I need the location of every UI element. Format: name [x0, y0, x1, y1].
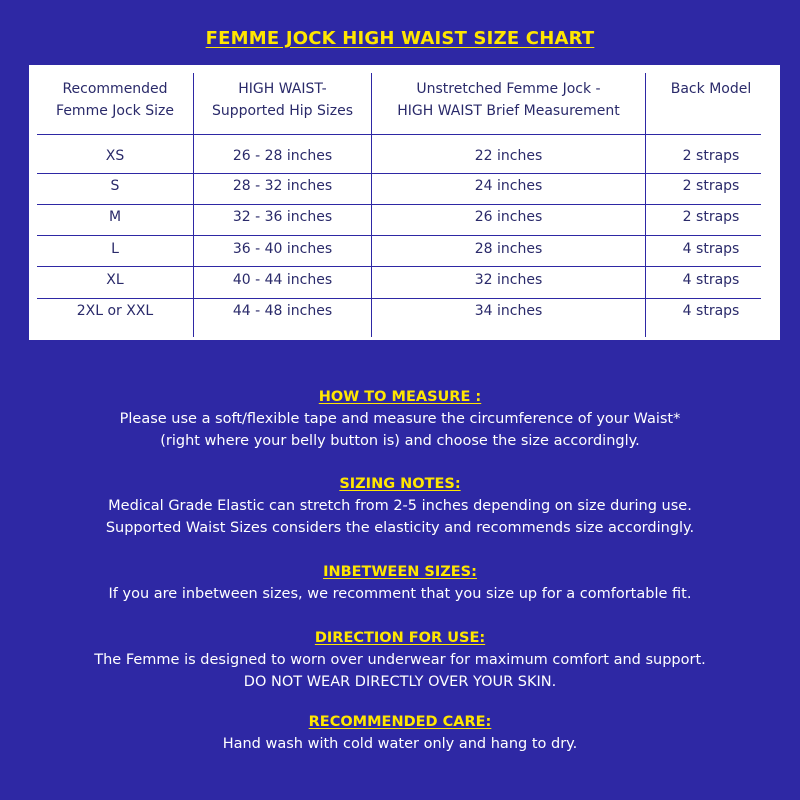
section-text: Supported Waist Sizes considers the elasticity and recommends size accordingly. [105, 520, 695, 536]
table-rule [37, 173, 761, 174]
section-recommended-care [0, 711, 800, 755]
section-text: The Femme is designed to worn over underwear for maximum comfort and support. [94, 652, 706, 668]
cell-size: XS [105, 148, 125, 164]
cell-back-model: 4 straps [682, 303, 740, 319]
cell-hip: 28 - 32 inches [232, 178, 333, 194]
header-hip-line2: Supported Hip Sizes [211, 103, 354, 119]
cell-back-model: 2 straps [682, 209, 740, 225]
header-size [37, 75, 193, 125]
cell-back-model: 4 straps [682, 241, 740, 257]
section-heading: DIRECTION FOR USE: [314, 630, 486, 646]
cell-measurement: 28 inches [474, 241, 543, 257]
cell-back-model: 2 straps [682, 178, 740, 194]
header-hip [194, 75, 371, 125]
table-rule [37, 298, 761, 299]
header-size-line2: Femme Jock Size [56, 103, 174, 119]
table-rule [37, 266, 761, 267]
table-rule [37, 235, 761, 236]
section-text: If you are inbetween sizes, we recomment that you size up for a comfortable fit. [108, 586, 692, 602]
cell-hip: 40 - 44 inches [232, 272, 333, 288]
cell-measurement: 32 inches [474, 272, 543, 288]
cell-back-model: 2 straps [682, 148, 740, 164]
cell-size: 2XL or XXL [76, 303, 154, 319]
section-heading: SIZING NOTES: [339, 476, 461, 492]
size-chart-table [29, 65, 780, 340]
section-text: Please use a soft/flexible tape and measure the circumference of your Waist* [119, 411, 681, 427]
header-back-model [646, 75, 776, 103]
header-measurement-line2: HIGH WAIST Brief Measurement [397, 103, 620, 119]
section-sizing-notes [0, 473, 800, 539]
cell-size: L [111, 241, 119, 257]
page-title [0, 28, 800, 49]
page-title-text: FEMME JOCK HIGH WAIST SIZE CHART [205, 28, 595, 49]
header-back-model-label: Back Model [670, 81, 752, 97]
cell-size: XL [106, 272, 124, 288]
section-text: Hand wash with cold water only and hang to dry. [222, 736, 578, 752]
cell-hip: 36 - 40 inches [232, 241, 333, 257]
table-column-rule [645, 73, 646, 337]
section-heading: HOW TO MEASURE : [318, 389, 482, 405]
cell-hip: 32 - 36 inches [232, 209, 333, 225]
header-size-line1: Recommended [62, 81, 168, 97]
cell-measurement: 34 inches [474, 303, 543, 319]
section-inbetween-sizes [0, 561, 800, 605]
cell-hip: 26 - 28 inches [232, 148, 333, 164]
cell-measurement: 26 inches [474, 209, 543, 225]
section-how-to-measure [0, 386, 800, 452]
section-heading: RECOMMENDED CARE: [308, 714, 492, 730]
section-text: (right where your belly button is) and choose the size accordingly. [160, 433, 640, 449]
cell-back-model: 4 straps [682, 272, 740, 288]
table-rule [37, 204, 761, 205]
header-measurement-line1: Unstretched Femme Jock - [416, 81, 601, 97]
cell-measurement: 24 inches [474, 178, 543, 194]
section-text: Medical Grade Elastic can stretch from 2-5 inches depending on size during use. [108, 498, 692, 514]
header-measurement [372, 75, 645, 125]
header-hip-line1: HIGH WAIST- [238, 81, 327, 97]
cell-hip: 44 - 48 inches [232, 303, 333, 319]
section-heading: INBETWEEN SIZES: [323, 564, 477, 580]
cell-measurement: 22 inches [474, 148, 543, 164]
section-text: DO NOT WEAR DIRECTLY OVER YOUR SKIN. [243, 674, 557, 690]
section-direction-for-use [0, 627, 800, 693]
cell-size: S [110, 178, 120, 194]
table-rule [37, 134, 761, 135]
cell-size: M [108, 209, 122, 225]
